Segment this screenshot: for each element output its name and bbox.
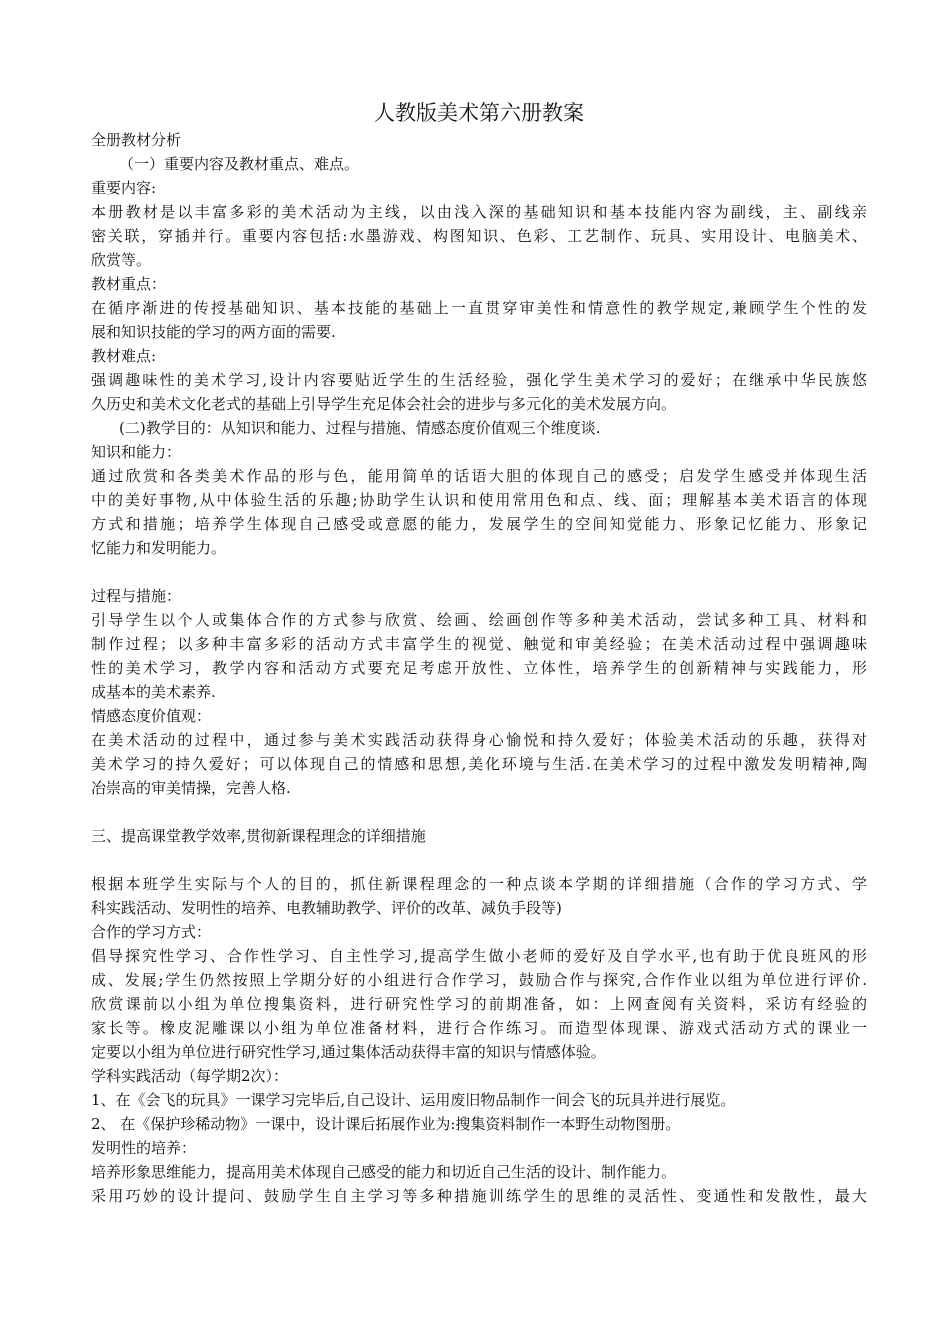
paragraph-line: 在循序渐进的传授基础知识、基本技能的基础上一直贯穿审美性和情意性的教学规定,兼顾学生个性的发	[91, 299, 867, 317]
paragraph-line: 忆能力和发明能力。	[91, 539, 227, 557]
paragraph-line: 展和知识技能的学习的两方面的需要.	[91, 323, 336, 341]
paragraph-line: 美术学习的持久爱好；可以体现自己的情感和思想,美化环境与生活.在美术学习的过程中激发发明精神,陶	[91, 755, 867, 773]
blank-line	[91, 800, 867, 824]
blank-line	[91, 560, 867, 584]
paragraph-line: 根据本班学生实际与个人的目的，抓住新课程理念的一种点谈本学期的详细措施（合作的学习方式、学	[91, 875, 867, 893]
paragraph-line: 冶崇高的审美情操，完善人格.	[91, 779, 291, 797]
paragraph-line: 久历史和美术文化老式的基础上引导学生充足体会社会的进步与多元化的美术发展方向。	[91, 395, 677, 413]
document-page	[91, 98, 867, 1208]
paragraph-line: 定要以小组为单位进行研究性学习,通过集体活动获得丰富的知识与情感体验。	[91, 1043, 606, 1061]
paragraph-line: 中的美好事物,从中体验生活的乐趣;协助学生认识和使用常用色和点、线、面；理解基本美术语言的体现	[91, 491, 867, 509]
paragraph-line: 科实践活动、发明性的培养、电教辅助教学、评价的改革、减负手段等)	[91, 899, 562, 917]
paragraph-line: 密关联，穿插并行。重要内容包括:水墨游戏、构图知识、色彩、工艺制作、玩具、实用设计、电脑美术、	[91, 227, 867, 245]
paragraph-label: 情感态度价值观：	[91, 707, 212, 725]
paragraph-label: 重要内容:	[91, 179, 157, 197]
paragraph-label: 过程与措施：	[91, 587, 182, 605]
paragraph-line: 在美术活动的过程中，通过参与美术实践活动获得身心愉悦和持久爱好；体验美术活动的乐趣，获得对	[91, 731, 867, 749]
section-heading: 三、提高课堂教学效率,贯彻新课程理念的详细措施	[91, 827, 426, 845]
paragraph-line: 引导学生以个人或集体合作的方式参与欣赏、绘画、绘画创作等多种美术活动，尝试多种工具、材料和	[91, 611, 867, 629]
paragraph-line: 倡导探究性学习、合作性学习、自主性学习,提高学生做小老师的爱好及自学水平,也有助于优良班风的形	[91, 947, 867, 965]
paragraph-line: 成、发展;学生仍然按照上学期分好的小组进行合作学习，鼓励合作与探究,合作作业以组为单位进行评价.	[91, 971, 867, 989]
paragraph-label: 教材难点:	[91, 347, 157, 365]
subsection-heading: (二)教学目的：从知识和能力、过程与措施、情感态度价值观三个维度谈.	[119, 419, 601, 437]
paragraph-line: 通过欣赏和各类美术作品的形与色，能用简单的话语大胆的体现自己的感受；启发学生感受并体现生活	[91, 467, 867, 485]
paragraph-label: 学科实践活动（每学期2次）：	[91, 1067, 289, 1085]
list-item: 2、 在《保护珍稀动物》一课中，设计课后拓展作业为:搜集资料制作一本野生动物图册。	[91, 1115, 681, 1133]
paragraph-line: 成基本的美术素养.	[91, 683, 216, 701]
section-heading: 全册教材分析	[91, 131, 182, 149]
list-item: 1、在《会飞的玩具》一课学习完毕后,自己设计、运用废旧物品制作一间会飞的玩具并进行展览。	[91, 1091, 736, 1109]
paragraph-line: 强调趣味性的美术学习,设计内容要贴近学生的生活经验，强化学生美术学习的爱好；在继承中华民族悠	[91, 371, 867, 389]
paragraph-label: 发明性的培养：	[91, 1139, 197, 1157]
paragraph-label: 合作的学习方式：	[91, 923, 212, 941]
document-title: 人教版美术第六册教案	[374, 101, 584, 125]
paragraph-line: 采用巧妙的设计提问、鼓励学生自主学习等多种措施训练学生的思维的灵活性、变通性和发散性，最大	[91, 1187, 867, 1205]
paragraph-line: 欣赏课前以小组为单位搜集资料，进行研究性学习的前期准备，如：上网查阅有关资料，采访有经验的	[91, 995, 867, 1013]
subsection-heading: （一）重要内容及教材重点、难点。	[119, 155, 360, 173]
paragraph-line: 培养形象思维能力，提高用美术体现自己感受的能力和切近自己生活的设计、制作能力。	[91, 1163, 677, 1181]
paragraph-line: 家长等。橡皮泥雕课以小组为单位准备材料，进行合作练习。而造型体现课、游戏式活动方式的课业一	[91, 1019, 867, 1037]
paragraph-line: 本册教材是以丰富多彩的美术活动为主线，以由浅入深的基础知识和基本技能内容为副线，主、副线亲	[91, 203, 867, 221]
paragraph-line: 欣赏等。	[91, 251, 152, 269]
paragraph-line: 方式和措施；培养学生体现自己感受或意愿的能力，发展学生的空间知觉能力、形象记忆能力、形象记	[91, 515, 867, 533]
paragraph-line: 制作过程；以多种丰富多彩的活动方式丰富学生的视觉、触觉和审美经验；在美术活动过程中强调趣味	[91, 635, 867, 653]
paragraph-label: 教材重点：	[91, 275, 167, 293]
paragraph-line: 性的美术学习，教学内容和活动方式要充足考虑开放性、立体性，培养学生的创新精神与实践能力，形	[91, 659, 867, 677]
paragraph-label: 知识和能力：	[91, 443, 182, 461]
blank-line	[91, 848, 867, 872]
